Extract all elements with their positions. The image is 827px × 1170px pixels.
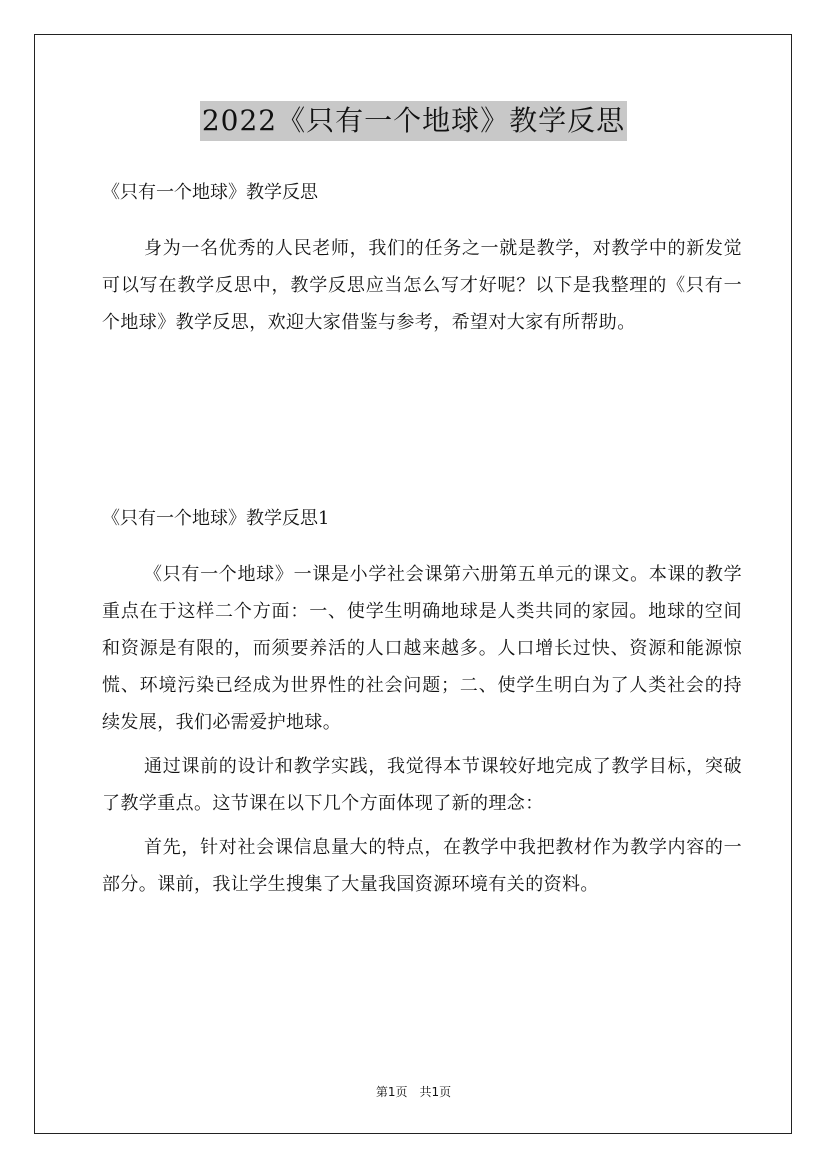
section-heading: 《只有一个地球》教学反思1 [102,508,330,529]
page-footer: 第1页 共1页 [375,1085,452,1099]
body-paragraph-3: 首先，针对社会课信息量大的特点，在教学中我把教材作为教学内容的一部分。课前，我让学生搜集了大量我国资源环境有关的资料。 [102,837,742,895]
intro-block [102,230,742,348]
document-title: 2022《只有一个地球》教学反思 [200,101,627,141]
document-title-container [0,101,827,141]
document-subtitle: 《只有一个地球》教学反思 [102,182,318,203]
section-body [102,556,742,910]
intro-paragraph: 身为一名优秀的人民老师，我们的任务之一就是教学，对教学中的新发觉可以写在教学反思中，教学反思应当怎么写才好呢？以下是我整理的《只有一个地球》教学反思，欢迎大家借鉴与参考，希望对大家有所帮助。 [102,238,742,333]
body-paragraph-2: 通过课前的设计和教学实践，我觉得本节课较好地完成了教学目标，突破了教学重点。这节课在以下几个方面体现了新的理念： [102,756,742,814]
body-paragraph-1: 《只有一个地球》一课是小学社会课第六册第五单元的课文。本课的教学重点在于这样二个方面：一、使学生明确地球是人类共同的家园。地球的空间和资源是有限的，而须要养活的人口越来越多。人口增长过快、资源和能源惊慌、环境污染已经成为世界性的社会问题；二、使学生明白为了人类社会的持续发展，我们必需爱护地球。 [102,564,742,733]
